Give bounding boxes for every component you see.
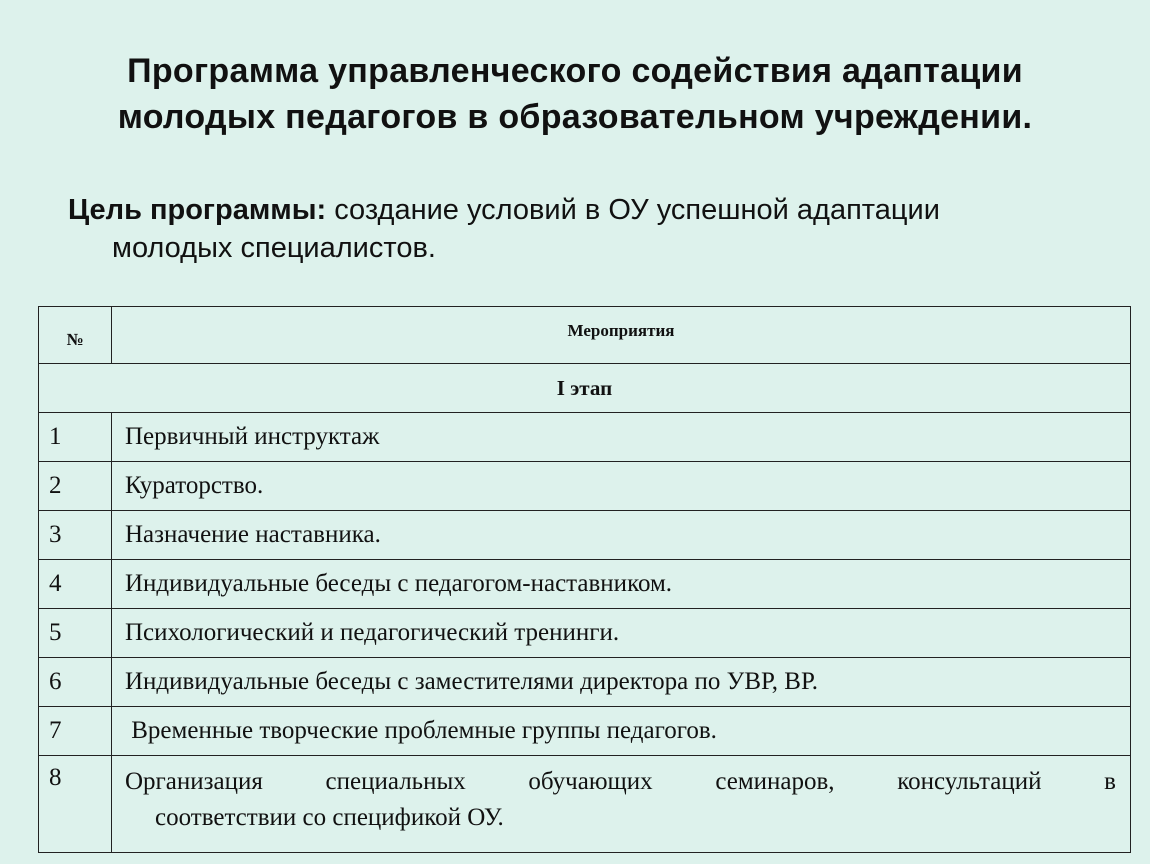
- events-table: [38, 306, 1131, 853]
- header-number: №: [39, 307, 112, 364]
- table-row: [39, 560, 1131, 609]
- table-row: [39, 756, 1131, 853]
- goal-text-line-1: создание условий в ОУ успешной адаптации: [326, 194, 940, 226]
- title-line-2: молодых педагогов в образовательном учреждении.: [117, 98, 1033, 136]
- row-event: Кураторство.: [112, 462, 1131, 511]
- table-row: [39, 413, 1131, 462]
- row-number: 8: [39, 756, 112, 853]
- program-goal: [68, 191, 1108, 267]
- row-number: 7: [39, 707, 112, 756]
- table-row: [39, 658, 1131, 707]
- stage-label: I этап: [39, 364, 1131, 413]
- row-event: [112, 756, 1131, 853]
- table-row: [39, 609, 1131, 658]
- table-header-row: [39, 307, 1131, 364]
- row-event: Индивидуальные беседы с педагогом-наставником.: [112, 560, 1131, 609]
- row-number: 2: [39, 462, 112, 511]
- header-events: Мероприятия: [112, 307, 1131, 364]
- row-event: Временные творческие проблемные группы педагогов.: [112, 707, 1131, 756]
- table-row: [39, 462, 1131, 511]
- row-event: Первичный инструктаж: [112, 413, 1131, 462]
- row-event: Назначение наставника.: [112, 511, 1131, 560]
- table-row: [39, 511, 1131, 560]
- title-line-1: Программа управленческого содействия адаптации: [127, 52, 1023, 90]
- table-row: [39, 707, 1131, 756]
- row-event: Индивидуальные беседы с заместителями директора по УВР, ВР.: [112, 658, 1131, 707]
- row-number: 1: [39, 413, 112, 462]
- row-number: 5: [39, 609, 112, 658]
- row-event: Психологический и педагогический тренинги.: [112, 609, 1131, 658]
- stage-row: [39, 364, 1131, 413]
- goal-text-line-2: молодых специалистов.: [112, 232, 436, 264]
- goal-label: Цель программы:: [68, 194, 327, 226]
- row-number: 3: [39, 511, 112, 560]
- row-event-line-2: соответствии со спецификой ОУ.: [155, 804, 504, 831]
- row-number: 4: [39, 560, 112, 609]
- page-title: [0, 48, 1150, 140]
- row-event-line-1: Организация специальных обучающих семинаров, консультаций в: [125, 768, 1116, 795]
- row-number: 6: [39, 658, 112, 707]
